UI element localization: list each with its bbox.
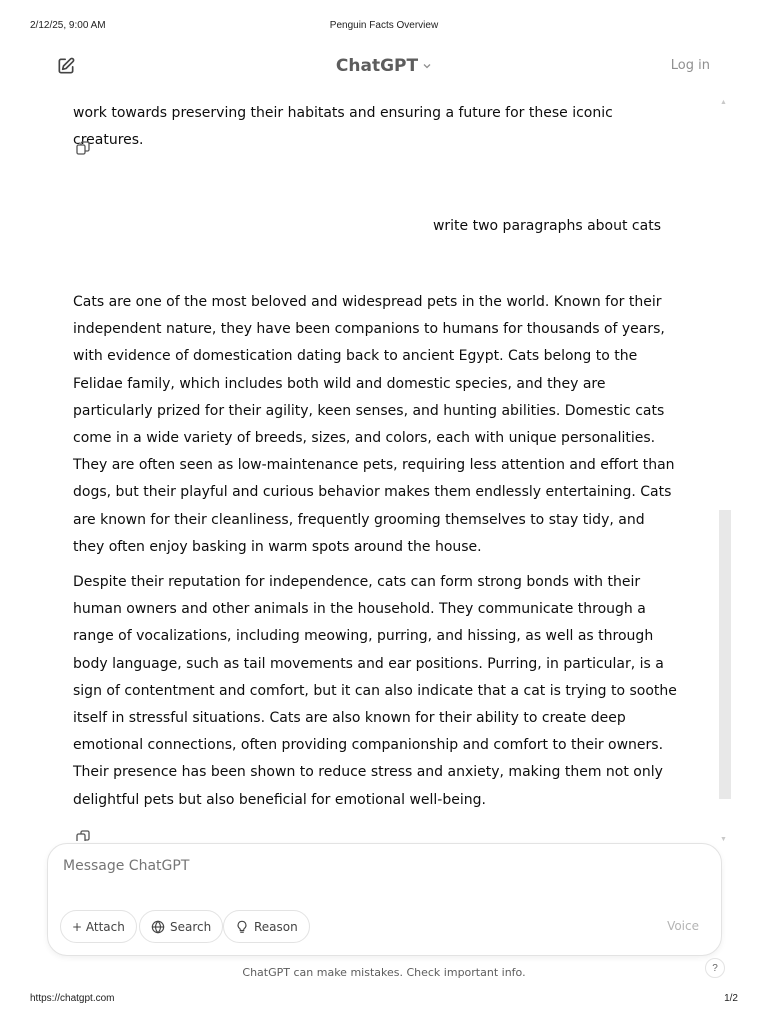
voice-button[interactable]: Voice xyxy=(667,919,699,933)
globe-icon xyxy=(151,920,165,934)
scrollbar[interactable] xyxy=(719,510,731,799)
disclaimer: ChatGPT can make mistakes. Check important info. xyxy=(242,966,526,979)
print-url: https://chatgpt.com xyxy=(30,993,115,1004)
chevron-down-icon xyxy=(422,56,432,76)
copy-button[interactable] xyxy=(75,140,93,158)
print-title: Penguin Facts Overview xyxy=(329,20,439,31)
attach-button[interactable]: + Attach xyxy=(60,910,137,943)
assistant-reply xyxy=(73,289,679,822)
header xyxy=(0,48,768,88)
model-name: ChatGPT xyxy=(335,56,419,76)
user-message: write two paragraphs about cats xyxy=(432,218,661,234)
search-button[interactable] xyxy=(139,910,223,943)
help-button[interactable]: ? xyxy=(705,958,725,978)
print-datetime: 2/12/25, 9:00 AM xyxy=(30,20,106,31)
copy-button[interactable] xyxy=(75,829,93,841)
composer xyxy=(47,843,722,956)
copy-icon xyxy=(75,140,91,156)
copy-icon xyxy=(75,829,91,841)
scroll-up-arrow[interactable]: ▲ xyxy=(720,99,727,106)
print-page-number: 1/2 xyxy=(724,993,738,1004)
lightbulb-icon xyxy=(235,920,249,934)
search-label: Search xyxy=(170,919,212,934)
message-input[interactable] xyxy=(63,858,663,874)
login-button[interactable]: Log in xyxy=(670,58,710,73)
reply-paragraph: Despite their reputation for independence, cats can form strong bonds with their human owners and other animals in the household. They communicate through a range of vocalizations, including meowing, purring, and hissing, as well as through body language, such as tail movements and ear positions. Purring, in particular, is a sign of contentment and comfort, but it can also indicate that a cat is trying to soothe itself in stressful situations. Cats are also known for their ability to create deep emotional connections, often providing companionship and comfort to their owners. Their presence has been shown to reduce stress and anxiety, making them not only delightful pets but also beneficial for emotional well-being. xyxy=(73,574,677,808)
previous-message-fragment: work towards preserving their habitats and ensuring a future for these iconic creatures. xyxy=(73,105,613,149)
reason-button[interactable] xyxy=(223,910,310,943)
model-selector[interactable] xyxy=(0,56,768,76)
scroll-down-arrow[interactable]: ▼ xyxy=(720,836,727,843)
reply-paragraph: Cats are one of the most beloved and widespread pets in the world. Known for their independent nature, they have been companions to humans for thousands of years, with evidence of domestication dating back to ancient Egypt. Cats belong to the Felidae family, which includes both wild and domestic species, and they are particularly prized for their agility, keen senses, and hunting abilities. Domestic cats come in a wide variety of breeds, sizes, and colors, each with unique personalities. They are often seen as low-maintenance pets, requiring less attention and effort than dogs, but their playful and curious behavior makes them endlessly entertaining. Cats are known for their cleanliness, frequently grooming themselves to stay tidy, and they often enjoy basking in warm spots around the house. xyxy=(73,294,675,555)
reason-label: Reason xyxy=(254,919,298,934)
